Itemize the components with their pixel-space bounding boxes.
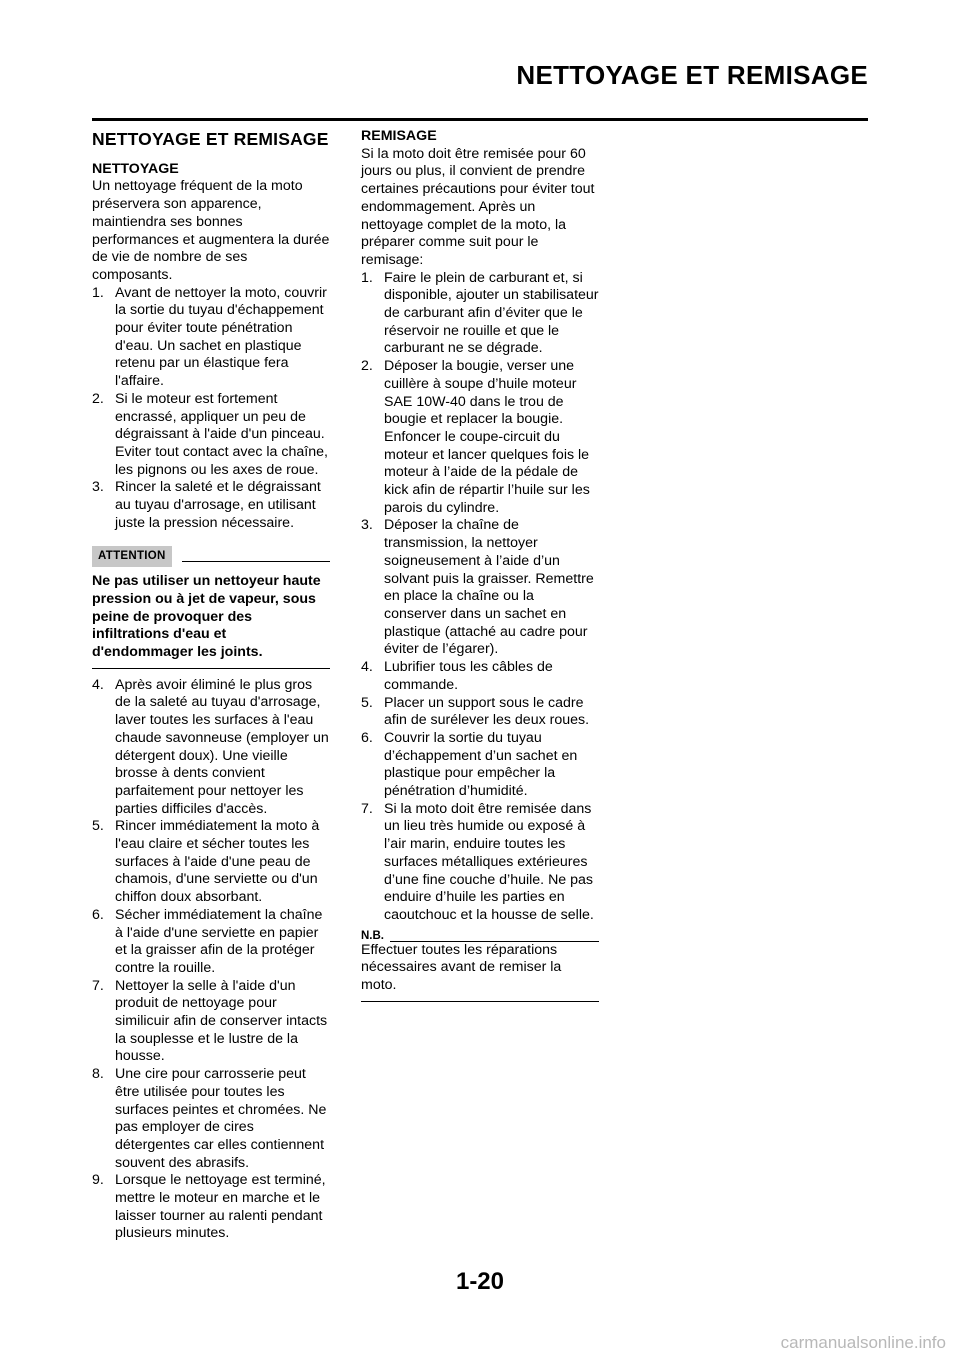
- section-title: NETTOYAGE ET REMISAGE: [92, 129, 329, 149]
- step-number: 9.: [92, 1172, 104, 1189]
- step-number: 2.: [361, 358, 373, 375]
- page-number: 1-20: [455, 1268, 505, 1295]
- step-number: 1.: [92, 284, 104, 301]
- step-text: Lorsque le nettoyage est terminé, mettre le moteur en marche et le laisser tourner au ralenti pendant plusieurs minutes.: [115, 1172, 326, 1242]
- list-item: [92, 285, 330, 391]
- step-text: Placer un support sous le cadre afin de surélever les deux roues.: [384, 694, 590, 729]
- step-number: 2.: [92, 390, 104, 407]
- attention-text: Ne pas utiliser un nettoyeur haute pression ou à jet de vapeur, sous peine de provoquer des infiltrations d'eau et d'endommager les joints.: [92, 573, 321, 660]
- list-item: [92, 391, 330, 480]
- cleaning-intro: Un nettoyage fréquent de la moto préservera son apparence, maintiendra ses bonnes performances et augmentera la durée de vie de nombre de ses composants.: [92, 178, 330, 283]
- step-text: Nettoyer la selle à l'aide d'un produit de nettoyage pour similicuir afin de conserver intacts la souplesse et le lustre de la housse.: [115, 977, 328, 1065]
- list-item: [361, 270, 599, 359]
- step-number: 5.: [92, 818, 104, 835]
- subhead-remisage: REMISAGE: [361, 128, 437, 144]
- nb-header: [361, 931, 599, 942]
- step-number: 3.: [361, 517, 373, 534]
- step-text: Rincer immédiatement la moto à l'eau claire et sécher toutes les surfaces à l'aide d'une peau de chamois, d'une serviette ou d'un chiffon doux absorbant.: [115, 818, 320, 906]
- step-text: Après avoir éliminé le plus gros de la saleté au tuyau d'arrosage, laver toutes les surfaces à l'eau chaude savonneuse (employer un détergent doux). Une vieille brosse à dents convient parfaitement pour nettoyer les parties difficiles d'accès.: [115, 676, 329, 817]
- step-text: Une cire pour carrosserie peut être utilisée pour toutes les surfaces peintes et chromées. Ne pas employer de cires détergentes car elles contiennent souvent des abrasifs.: [115, 1066, 327, 1171]
- step-text: Si le moteur est fortement encrassé, appliquer un peu de dégraissant à l'aide d'un pinceau. Eviter tout contact avec la chaîne, les pignons ou les axes de roue.: [115, 390, 328, 478]
- nb-bottom-rule: [361, 1001, 599, 1002]
- header-rule: [92, 118, 868, 121]
- step-number: 7.: [361, 800, 373, 817]
- nb-text: Effectuer toutes les réparations nécessaires avant de remiser la moto.: [361, 941, 562, 994]
- list-item: [92, 677, 330, 819]
- step-text: Déposer la bougie, verser une cuillère à soupe d’huile moteur SAE 10W-40 dans le trou de bougie et replacer la bougie. Enfoncer le coupe-circuit du moteur et lancer quelques fois le moteur à l’aide de la pédale de kick afin de répartir l’huile sur les parois du cylindre.: [384, 358, 590, 516]
- attention-header: [92, 546, 330, 567]
- step-number: 4.: [361, 659, 373, 676]
- step-text: Faire le plein de carburant et, si disponible, ajouter un stabilisateur de carburant afin d’éviter que le réservoir ne rouille et que le carburant ne se dégrade.: [384, 269, 599, 357]
- step-number: 5.: [361, 694, 373, 711]
- left-column: [92, 128, 330, 1243]
- cleaning-steps-a: [92, 285, 330, 533]
- list-item: [92, 1172, 330, 1243]
- subhead-nettoyage: NETTOYAGE: [92, 160, 179, 177]
- step-number: 1.: [361, 269, 373, 286]
- storage-intro: Si la moto doit être remisée pour 60 jours ou plus, il convient de prendre certaines précautions pour éviter tout endommagement. Après un nettoyage complet de la moto, la préparer comme suit pour le remisage:: [361, 145, 595, 268]
- watermark: carmanualsonline.info: [780, 1333, 946, 1352]
- list-item: [92, 907, 330, 978]
- cleaning-steps-b: [92, 677, 330, 1244]
- step-text: Sécher immédiatement la chaîne à l'aide d'une serviette en papier et la graisser afin de la protéger contre la rouille.: [115, 906, 323, 976]
- list-item: [92, 818, 330, 907]
- attention-rule: [182, 561, 330, 562]
- list-item: [92, 1066, 330, 1172]
- step-number: 3.: [92, 479, 104, 496]
- right-column: [361, 128, 599, 1002]
- step-number: 6.: [92, 906, 104, 923]
- list-item: [361, 730, 599, 801]
- step-text: Avant de nettoyer la moto, couvrir la sortie du tuyau d'échappement pour éviter toute pénétration d'eau. Un sachet en plastique retenu par un élastique fera l'affaire.: [115, 284, 327, 390]
- step-number: 6.: [361, 729, 373, 746]
- list-item: [361, 358, 599, 517]
- step-text: Lubrifier tous les câbles de commande.: [384, 659, 553, 693]
- step-text: Couvrir la sortie du tuyau d’échappement d’un sachet en plastique pour empêcher la pénétration d’humidité.: [384, 729, 578, 800]
- attention-badge: ATTENTION: [92, 546, 172, 567]
- list-item: [92, 479, 330, 532]
- list-item: [361, 659, 599, 694]
- list-item: [361, 517, 599, 659]
- storage-steps: [361, 270, 599, 925]
- list-item: [92, 978, 330, 1067]
- step-text: Rincer la saleté et le dégraissant au tuyau d'arrosage, en utilisant juste la pression nécessaire.: [115, 479, 321, 531]
- attention-bottom-rule: [92, 668, 330, 669]
- nb-label: N.B.: [361, 929, 384, 942]
- list-item: [361, 695, 599, 730]
- list-item: [361, 801, 599, 925]
- page-header-title: NETTOYAGE ET REMISAGE: [516, 60, 868, 90]
- step-number: 7.: [92, 977, 104, 994]
- step-number: 8.: [92, 1066, 104, 1083]
- step-number: 4.: [92, 676, 104, 693]
- step-text: Si la moto doit être remisée dans un lieu très humide ou exposé à l’air marin, enduire toutes les surfaces métalliques extérieures d’une fine couche d’huile. Ne pas enduire d’huile les parties en caoutchouc et la housse de selle.: [384, 800, 594, 923]
- step-text: Déposer la chaîne de transmission, la nettoyer soigneusement à l’aide d’un solvant puis la graisser. Remettre en place la chaîne ou la conserver dans un sachet en plastique (attaché au cadre pour éviter de l’égarer).: [384, 517, 594, 658]
